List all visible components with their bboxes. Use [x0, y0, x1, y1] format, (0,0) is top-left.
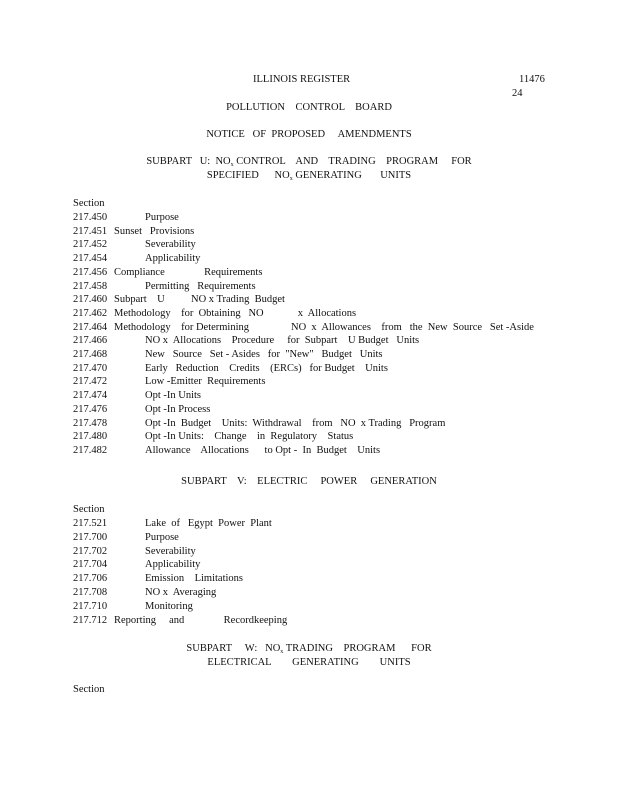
subpart-w-heading-2: ELECTRICAL GENERATING UNITS — [207, 657, 411, 668]
section-number: 217.458 — [73, 280, 108, 292]
section-number: 217.478 — [73, 417, 108, 429]
subpart-u-heading2-a: SPECIFIED NO — [206, 170, 290, 181]
section-title: Monitoring — [145, 600, 193, 612]
section-row — [0, 444, 618, 457]
section-row — [0, 586, 618, 599]
section-title: Early Reduction Credits (ERCs) for Budget Units — [145, 362, 388, 374]
section-title: Opt -In Units: Change in Regulatory Status — [145, 431, 354, 443]
section-row — [0, 293, 618, 306]
section-number: 217.468 — [73, 349, 108, 360]
section-row — [0, 307, 618, 320]
section-number: 217.700 — [73, 531, 108, 543]
section-title: Low -Emitter Requirements — [145, 376, 266, 388]
notice-title: NOTICE OF PROPOSED AMENDMENTS — [206, 129, 412, 140]
section-title: Allowance Allocations to Opt - In Budget Units — [145, 444, 381, 456]
section-row — [0, 614, 618, 627]
section-row — [0, 321, 618, 334]
section-row — [0, 531, 618, 544]
section-row — [0, 225, 618, 238]
section-title: Reporting and Recordkeeping — [114, 614, 288, 626]
section-number: 217.466 — [73, 335, 108, 347]
subpart-w-heading-a: SUBPART W: NO — [186, 643, 281, 654]
section-title: Severability — [145, 545, 196, 557]
section-row — [0, 417, 618, 430]
section-title: Sunset Provisions — [114, 225, 195, 237]
section-row — [0, 558, 618, 571]
section-row — [0, 572, 618, 585]
section-row — [0, 545, 618, 558]
section-row — [0, 334, 618, 347]
section-row — [0, 280, 618, 293]
section-title: Emission Limitations — [145, 573, 244, 585]
section-number: 217.451 — [73, 225, 108, 237]
subpart-u-section-label: Section — [73, 198, 105, 209]
section-row — [0, 403, 618, 416]
section-number: 217.710 — [73, 600, 108, 612]
section-row — [0, 600, 618, 613]
board-title: POLLUTION CONTROL BOARD — [226, 102, 392, 113]
section-number: 217.476 — [73, 403, 108, 415]
page-number: 11476 — [519, 74, 545, 85]
section-row — [0, 348, 618, 361]
section-row — [0, 375, 618, 388]
subpart-v-heading: SUBPART V: ELECTRIC POWER GENERATION — [181, 476, 437, 487]
section-number: 217.462 — [73, 307, 108, 319]
subpart-u-heading-2 — [0, 169, 618, 186]
section-row — [0, 389, 618, 402]
section-number: 217.712 — [73, 614, 108, 626]
section-number: 217.452 — [73, 239, 108, 251]
subpart-u-heading-b: CONTROL AND TRADING PROGRAM FOR — [233, 156, 472, 167]
section-title: NO x Averaging — [145, 587, 217, 598]
subpart-u-heading-sub: x — [230, 162, 234, 168]
subpart-w-section-label: Section — [73, 684, 105, 695]
section-number: 217.704 — [73, 559, 108, 571]
section-title: Methodology for Determining NO x Allowances from the New Source Set -Aside — [114, 321, 534, 333]
subpart-u-heading2-sub: x — [289, 176, 293, 182]
section-row — [0, 266, 618, 279]
section-number: 217.464 — [73, 321, 108, 333]
subpart-w-heading-b: TRADING PROGRAM FOR — [283, 643, 432, 654]
section-title: Methodology for Obtaining NO x Allocations — [114, 307, 357, 319]
section-row — [0, 238, 618, 251]
section-number: 217.521 — [73, 518, 108, 529]
section-title: Severability — [145, 239, 196, 251]
section-title: Lake of Egypt Power Plant — [145, 518, 272, 529]
section-title: Opt -In Units — [145, 390, 201, 402]
section-number: 217.474 — [73, 390, 108, 402]
section-title: Subpart U NO x Trading Budget — [114, 294, 285, 306]
section-title: Permitting Requirements — [145, 280, 256, 292]
section-row — [0, 517, 618, 530]
section-number: 217.454 — [73, 253, 108, 265]
section-title: NO x Allocations Procedure for Subpart U Budget Units — [145, 335, 420, 347]
section-number: 217.472 — [73, 376, 108, 388]
section-title: Opt -In Process — [145, 403, 211, 415]
register-title: ILLINOIS REGISTER — [253, 74, 351, 85]
section-number: 217.456 — [73, 266, 108, 278]
section-title: Compliance Requirements — [114, 266, 263, 278]
section-row — [0, 211, 618, 224]
section-number: 217.706 — [73, 573, 108, 585]
section-number: 217.470 — [73, 362, 108, 374]
section-row — [0, 252, 618, 265]
section-number: 217.482 — [73, 444, 108, 456]
subpart-v-section-label: Section — [73, 504, 105, 515]
section-row — [0, 430, 618, 443]
subpart-u-heading2-b: GENERATING UNITS — [292, 170, 412, 181]
section-number: 217.702 — [73, 545, 108, 557]
section-title: Opt -In Budget Units: Withdrawal from NO x Trading Program — [145, 417, 446, 429]
subpart-u-heading-a: SUBPART U: NO — [146, 156, 231, 167]
page-sub-number: 24 — [512, 88, 523, 99]
section-title: Purpose — [145, 212, 179, 223]
section-row — [0, 362, 618, 375]
section-number: 217.450 — [73, 212, 108, 223]
section-number: 217.460 — [73, 294, 108, 306]
section-number: 217.480 — [73, 431, 108, 443]
subpart-w-heading-sub: x — [280, 649, 284, 655]
section-title: Applicability — [145, 253, 201, 265]
section-title: New Source Set - Asides for "New" Budget Units — [145, 349, 383, 360]
section-number: 217.708 — [73, 587, 108, 598]
section-title: Purpose — [145, 531, 179, 543]
section-title: Applicability — [145, 559, 201, 571]
